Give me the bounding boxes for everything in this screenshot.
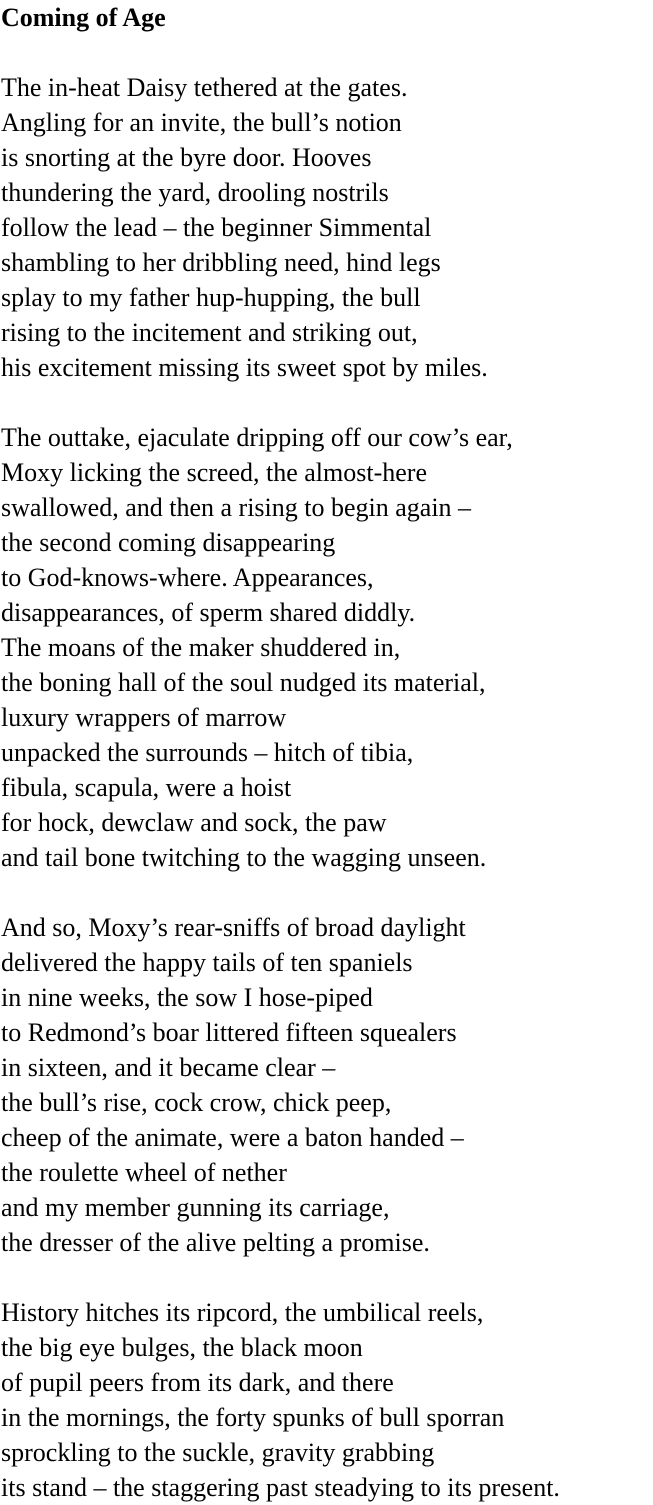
poem-line: to Redmond’s boar littered fifteen squealers [1,1018,457,1047]
poem-line: The outtake, ejaculate dripping off our cow’s ear, [1,423,513,452]
stanza-gap [1,385,651,420]
poem-line: of pupil peers from its dark, and there [1,1368,394,1397]
poem-line: History hitches its ripcord, the umbilical reels, [1,1298,484,1327]
poem-line: disappearances, of sperm shared diddly. [1,598,416,627]
poem-line: his excitement missing its sweet spot by miles. [1,353,488,382]
poem-line: cheep of the animate, were a baton handed – [1,1123,464,1152]
poem-line: unpacked the surrounds – hitch of tibia, [1,738,414,767]
poem-line: the big eye bulges, the black moon [1,1333,363,1362]
poem-line: delivered the happy tails of ten spaniels [1,948,413,977]
poem-line: is snorting at the byre door. Hooves [1,143,372,172]
poem-line: the boning hall of the soul nudged its material, [1,668,486,697]
poem-line: The in-heat Daisy tethered at the gates. [1,73,408,102]
poem-body [1,70,651,1505]
poem-line: swallowed, and then a rising to begin again – [1,493,472,522]
stanza-4 [1,1295,651,1505]
poem-title: Coming of Age [1,3,166,32]
poem-line: The moans of the maker shuddered in, [1,633,401,662]
poem-line: thundering the yard, drooling nostrils [1,178,389,207]
poem-line: sprockling to the suckle, gravity grabbing [1,1438,435,1467]
poem-line: rising to the incitement and striking out, [1,318,418,347]
poem-line: its stand – the staggering past steadying to its present. [1,1473,560,1502]
stanza-3 [1,910,651,1260]
stanza-1 [1,70,651,385]
poem [1,0,651,1505]
poem-line: the bull’s rise, cock crow, chick peep, [1,1088,392,1117]
stanza-2 [1,420,651,875]
stanza-gap [1,875,651,910]
poem-line: Moxy licking the screed, the almost-here [1,458,427,487]
poem-line: the second coming disappearing [1,528,336,557]
poem-line: Angling for an invite, the bull’s notion [1,108,402,137]
poem-line: And so, Moxy’s rear-sniffs of broad daylight [1,913,466,942]
poem-line: shambling to her dribbling need, hind legs [1,248,441,277]
poem-line: for hock, dewclaw and sock, the paw [1,808,387,837]
poem-line: and my member gunning its carriage, [1,1193,390,1222]
poem-line: to God-knows-where. Appearances, [1,563,374,592]
poem-line: in the mornings, the forty spunks of bull sporran [1,1403,505,1432]
poem-line: fibula, scapula, were a hoist [1,773,292,802]
poem-line: in sixteen, and it became clear – [1,1053,336,1082]
poem-line: and tail bone twitching to the wagging unseen. [1,843,487,872]
stanza-gap [1,1260,651,1295]
poem-line: the dresser of the alive pelting a promise. [1,1228,430,1257]
poem-line: in nine weeks, the sow I hose-piped [1,983,373,1012]
poem-line: the roulette wheel of nether [1,1158,287,1187]
stanza-gap [1,35,651,70]
poem-line: luxury wrappers of marrow [1,703,287,732]
poem-line: follow the lead – the beginner Simmental [1,213,432,242]
poem-line: splay to my father hup-hupping, the bull [1,283,421,312]
